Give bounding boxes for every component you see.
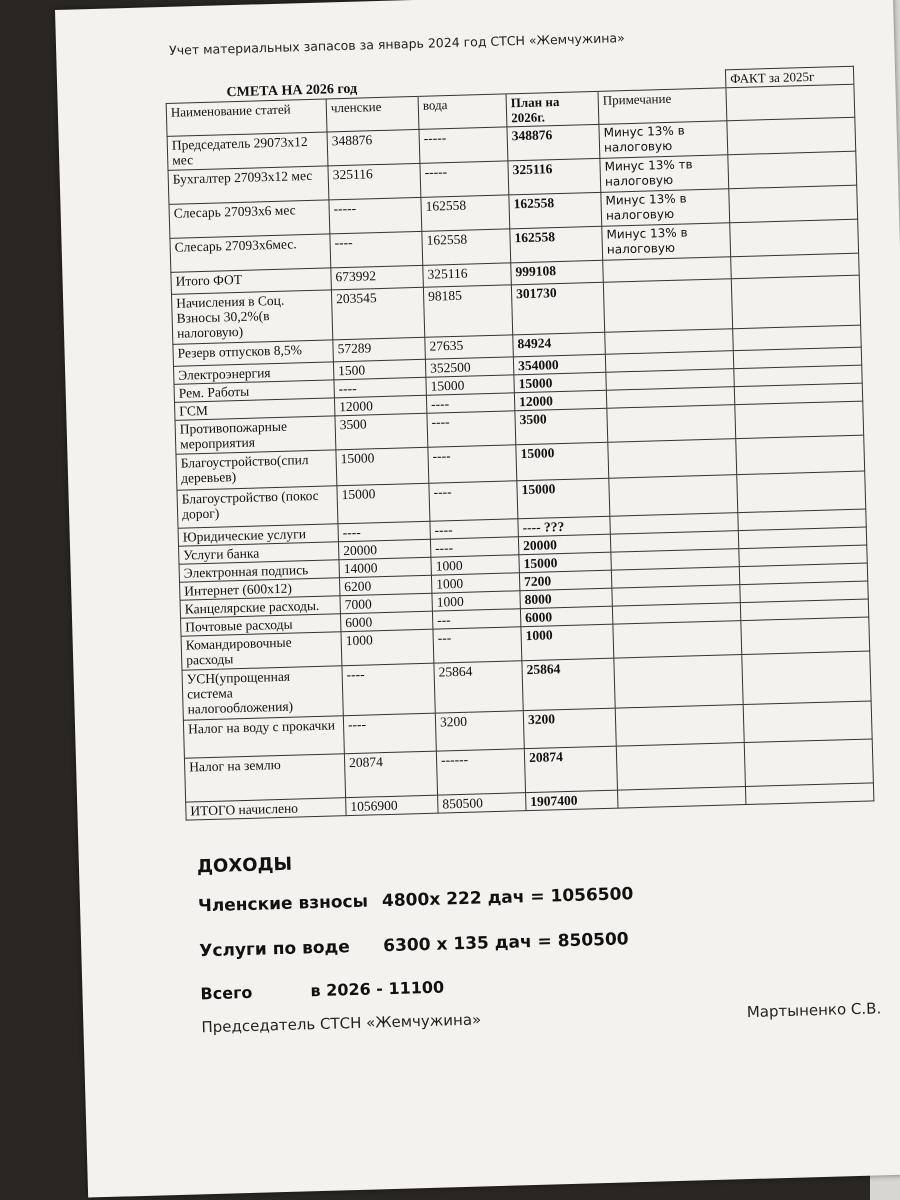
row-note-cell — [618, 787, 746, 809]
signature-name: Мартыненко С.В. — [746, 999, 882, 1022]
row-members-cell: 203545 — [331, 287, 424, 340]
row-name-cell: Благоустройство (покос дорог) — [177, 486, 338, 528]
row-note-cell: Минус 13% в налоговую — [599, 121, 728, 159]
row-plan-cell: 162558 — [510, 226, 603, 263]
row-water-cell: ------ — [436, 749, 525, 795]
row-water-cell: 98185 — [423, 285, 512, 337]
row-plan-cell: 301730 — [511, 282, 604, 335]
row-water-cell: 325116 — [423, 263, 512, 287]
row-plan-cell: 84924 — [513, 332, 606, 357]
row-fakt-cell — [736, 435, 865, 475]
row-name-cell: Почтовые расходы — [181, 614, 341, 636]
total-label: Всего — [200, 982, 253, 1004]
row-members-cell: 7000 — [340, 593, 432, 614]
row-water-cell: 352500 — [425, 357, 513, 377]
row-members-cell: ---- — [342, 663, 435, 716]
smeta-title: СМЕТА НА 2026 год — [166, 78, 418, 103]
row-water-cell: ---- — [426, 393, 514, 413]
row-members-cell: 15000 — [336, 447, 429, 486]
row-members-cell: 15000 — [337, 483, 430, 524]
row-fakt-cell — [728, 151, 857, 189]
row-name-cell: Интернет (600х12) — [180, 578, 340, 600]
row-name-cell: Противопожарные мероприятия — [175, 416, 336, 454]
row-plan-cell: 7200 — [519, 570, 611, 591]
signature-line — [201, 999, 881, 1036]
row-note-cell — [614, 655, 743, 709]
row-members-cell: ----- — [329, 197, 422, 234]
row-plan-cell: 12000 — [514, 390, 606, 411]
row-name-cell: ИТОГО начислено — [186, 798, 346, 820]
row-plan-cell: 6000 — [520, 606, 612, 627]
row-plan-cell: ---- ??? — [518, 516, 610, 537]
row-plan-cell: 999108 — [511, 260, 604, 285]
membership-calc: 4800х 222 дач = 1056500 — [381, 884, 634, 912]
row-water-cell: 3200 — [435, 711, 524, 751]
row-members-cell: ---- — [330, 231, 423, 268]
row-members-cell: 14000 — [339, 557, 431, 578]
row-water-cell: 1000 — [431, 555, 519, 575]
signature-position: Председатель СТСН «Жемчужина» — [201, 1010, 482, 1037]
row-plan-cell: 15000 — [514, 372, 606, 393]
row-name-cell: Электроэнергия — [173, 362, 333, 384]
row-name-cell: Электронная подпись — [179, 560, 339, 582]
row-members-cell: 3500 — [335, 413, 428, 450]
row-plan-cell: 20000 — [518, 534, 610, 555]
row-water-cell: ---- — [428, 445, 517, 483]
row-fakt-cell — [737, 471, 866, 513]
row-name-cell: Резерв отпусков 8,5% — [173, 340, 334, 366]
row-plan-cell: 348876 — [507, 124, 600, 161]
row-water-cell: --- — [433, 627, 522, 663]
total-value: в 2026 - 11100 — [310, 977, 445, 1001]
row-name-cell: Налог на землю — [184, 754, 345, 802]
row-plan-cell: 25864 — [522, 658, 615, 711]
row-fakt-cell — [731, 275, 860, 329]
row-water-cell: 27635 — [425, 335, 514, 359]
water-calc: 6300 х 135 дач = 850500 — [382, 929, 629, 957]
row-plan-cell: 15000 — [517, 478, 610, 519]
row-name-cell: Слесарь 27093х6 мес — [169, 200, 330, 238]
header-members: членские — [326, 96, 419, 132]
row-members-cell: 12000 — [334, 395, 426, 416]
row-members-cell: ---- — [343, 713, 436, 754]
total-income-line — [200, 978, 444, 1004]
row-water-cell: 1000 — [432, 591, 520, 611]
membership-label: Членские взносы — [197, 891, 369, 917]
row-plan-cell: 354000 — [513, 354, 605, 375]
row-fakt-cell — [730, 219, 859, 257]
row-fakt-cell — [729, 185, 858, 223]
row-plan-cell: 1000 — [521, 624, 614, 661]
row-members-cell: 1000 — [341, 629, 434, 666]
row-water-cell: 25864 — [434, 661, 523, 713]
row-water-cell: 1000 — [431, 573, 519, 593]
row-fakt-cell — [745, 783, 873, 805]
row-plan-cell: 15000 — [519, 552, 611, 573]
row-water-cell: 850500 — [438, 793, 526, 813]
row-name-cell: Канцелярские расходы. — [180, 596, 340, 618]
row-members-cell: 1056900 — [346, 795, 438, 816]
row-water-cell: ---- — [430, 519, 518, 539]
row-note-cell — [615, 705, 744, 747]
row-note-cell: Минус 13% в налоговую — [601, 189, 730, 227]
row-name-cell: Бухгалтер 27093х12 мес — [168, 166, 329, 204]
row-members-cell: ---- — [338, 521, 430, 542]
row-name-cell: Услуги банка — [179, 542, 339, 564]
row-fakt-cell — [735, 401, 864, 439]
row-note-cell: Минус 13% тв налоговую — [600, 155, 729, 193]
row-members-cell: 6200 — [339, 575, 431, 596]
row-members-cell: 325116 — [328, 163, 421, 200]
row-water-cell: 162558 — [422, 229, 511, 265]
header-name: Наименование статей — [166, 99, 327, 136]
row-members-cell: ---- — [334, 377, 426, 398]
row-name-cell: Юридические услуги — [178, 524, 338, 546]
row-fakt-cell — [742, 651, 871, 705]
row-note-cell: Минус 13% в налоговую — [602, 223, 731, 261]
row-name-cell: Командировочные расходы — [181, 632, 342, 670]
row-plan-cell: 325116 — [508, 158, 601, 195]
header-water: вода — [418, 94, 507, 129]
row-members-cell: 348876 — [327, 129, 420, 166]
water-label: Услуги по воде — [199, 937, 351, 962]
row-fakt-cell — [741, 617, 870, 655]
water-income-line — [199, 929, 629, 961]
membership-income-line — [198, 884, 634, 916]
row-plan-cell: 8000 — [520, 588, 612, 609]
row-plan-cell: 15000 — [516, 442, 609, 481]
row-note-cell — [608, 439, 737, 479]
row-note-cell — [609, 475, 738, 517]
row-members-cell: 1500 — [333, 359, 425, 380]
income-section — [196, 853, 634, 1004]
row-note-cell — [616, 743, 745, 791]
row-water-cell: ---- — [427, 411, 516, 447]
row-plan-cell: 1907400 — [526, 790, 618, 811]
document-top-title: Учет материальных запасов за январь 2024 год СТСН «Жемчужина» — [168, 30, 625, 58]
row-plan-cell: 3200 — [523, 708, 616, 749]
row-members-cell: 673992 — [331, 265, 424, 290]
document-sheet — [55, 0, 900, 1198]
row-fakt-cell — [743, 701, 872, 743]
row-members-cell: 20874 — [344, 751, 437, 798]
fakt-header: ФАКТ за 2025г — [725, 66, 853, 88]
row-water-cell: 15000 — [426, 375, 514, 395]
row-name-cell: Начисления в Соц. Взносы 30,2%(в налоговую) — [171, 290, 332, 344]
row-name-cell: Благоустройство(спил деревьев) — [176, 450, 337, 490]
row-water-cell: ---- — [430, 537, 518, 557]
row-water-cell: ----- — [419, 127, 508, 163]
row-water-cell: ----- — [420, 161, 509, 197]
row-name-cell: Председатель 29073х12 мес — [167, 132, 328, 170]
income-heading: ДОХОДЫ — [196, 853, 293, 878]
row-members-cell: 57289 — [333, 337, 426, 362]
row-note-cell — [603, 279, 732, 333]
row-plan-cell: 20874 — [524, 746, 617, 793]
row-plan-cell: 3500 — [515, 408, 608, 445]
row-plan-cell: 162558 — [509, 192, 602, 229]
header-plan: План на 2026г. — [506, 91, 599, 127]
header-fakt-cell — [726, 84, 855, 121]
row-note-cell — [607, 405, 736, 443]
row-note-cell — [613, 621, 742, 659]
row-members-cell: 6000 — [340, 611, 432, 632]
row-name-cell: УСН(упрощенная система налогообложения) — [182, 666, 343, 720]
row-name-cell: Итого ФОТ — [171, 268, 332, 294]
row-water-cell: 162558 — [421, 195, 510, 231]
row-name-cell: Рем. Работы — [174, 380, 334, 402]
row-fakt-cell — [744, 739, 873, 787]
row-name-cell: Налог на воду с прокачки — [183, 716, 344, 758]
header-note: Примечание — [598, 88, 727, 125]
row-fakt-cell — [727, 117, 856, 155]
row-members-cell: 20000 — [338, 539, 430, 560]
row-name-cell: ГСМ — [175, 398, 335, 420]
budget-table — [165, 66, 874, 821]
row-water-cell: --- — [432, 609, 520, 629]
row-name-cell: Слесарь 27093х6мес. — [170, 234, 331, 272]
row-water-cell: ---- — [429, 481, 518, 521]
